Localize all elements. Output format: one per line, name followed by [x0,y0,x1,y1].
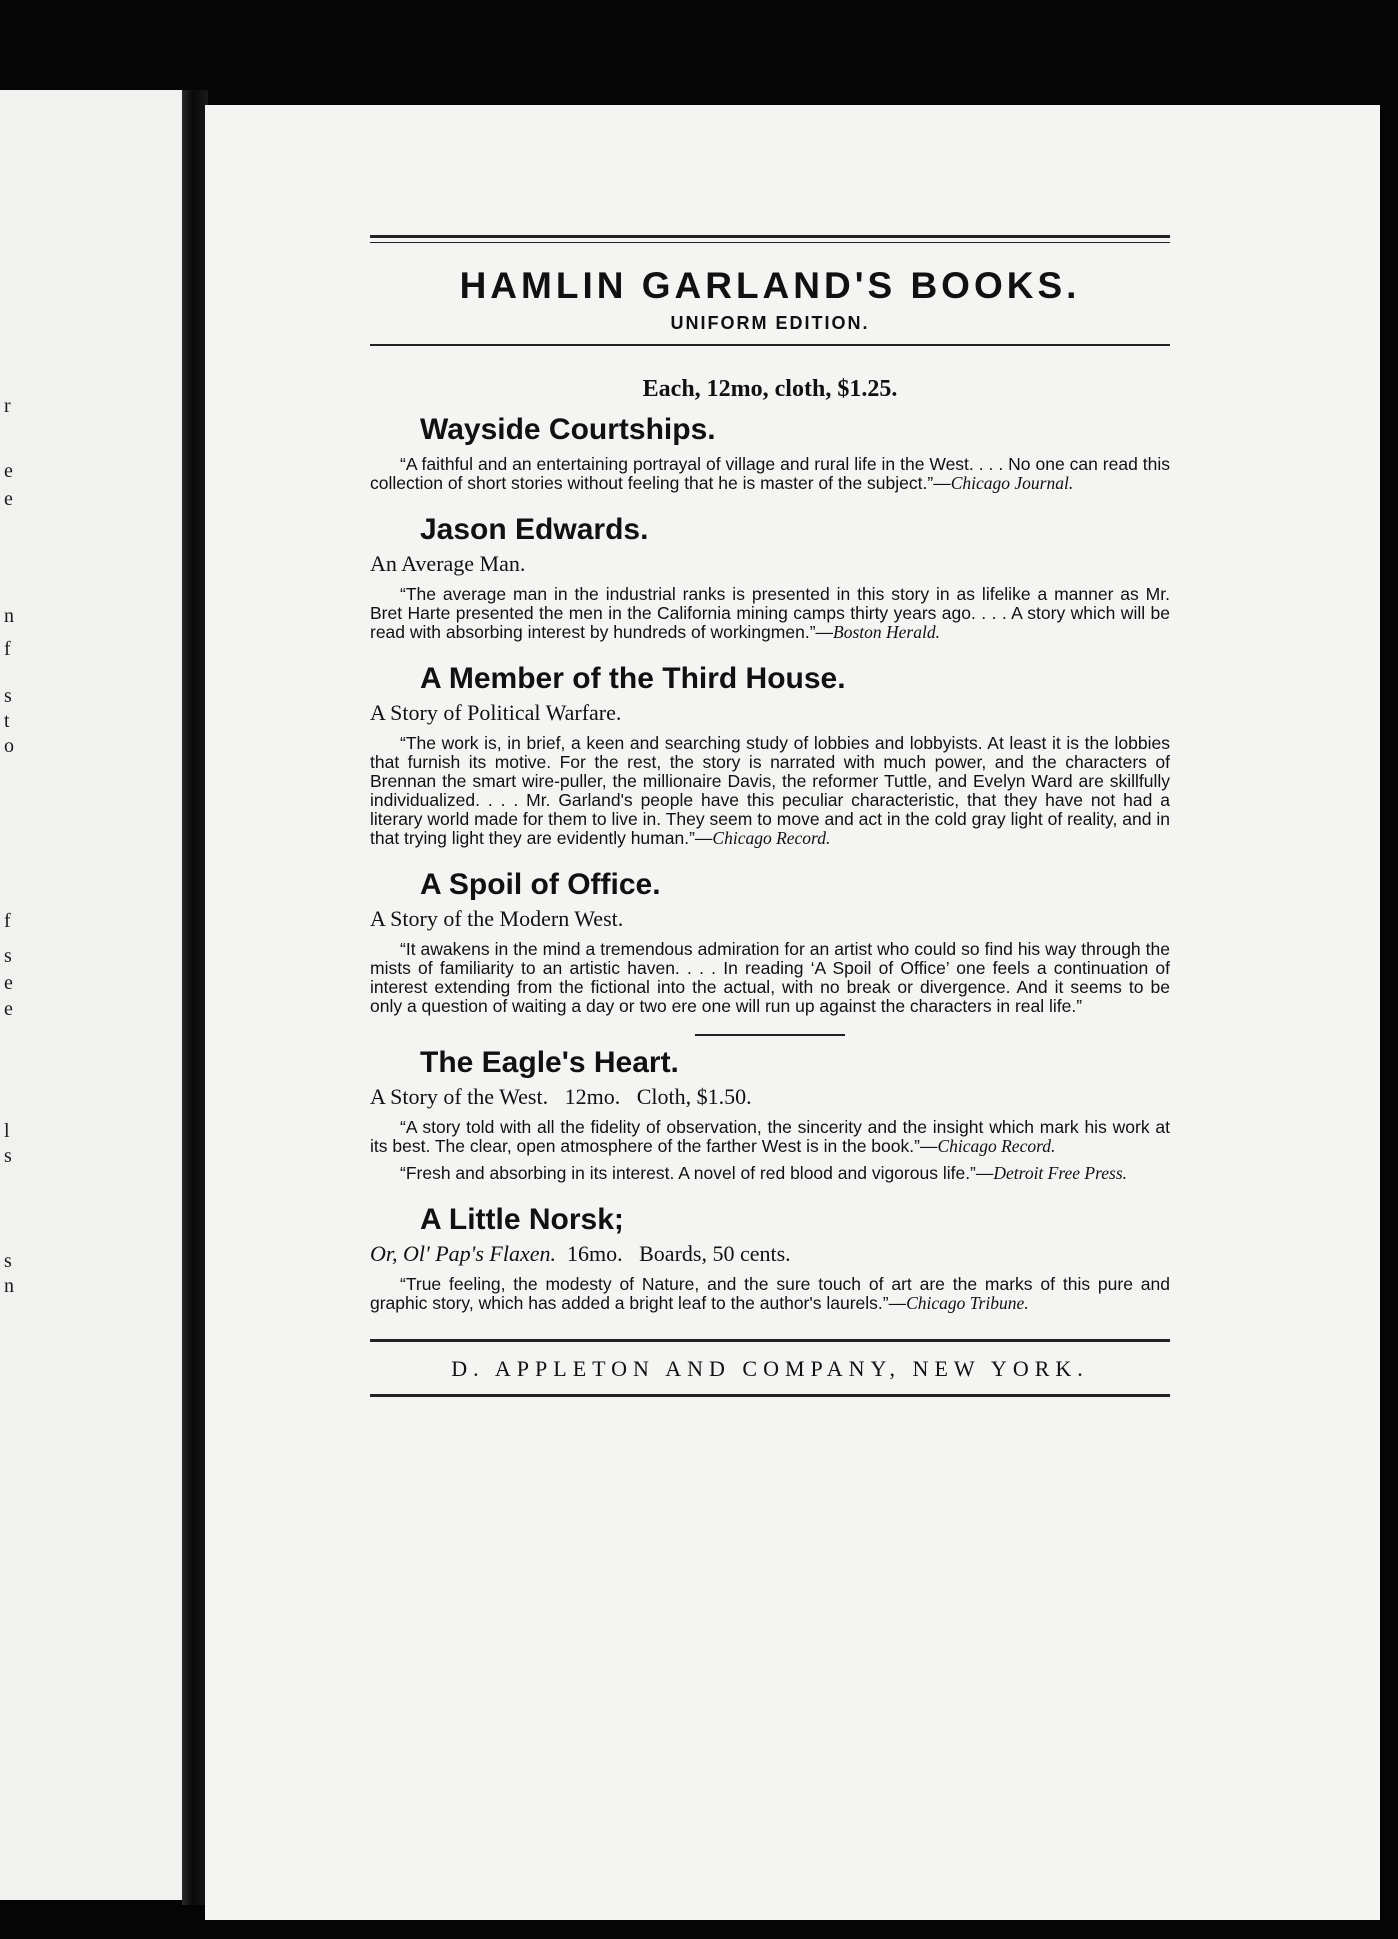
left-page-letter: l [4,1120,10,1142]
book-review: “True feeling, the modesty of Nature, and the sure touch of art are the marks of this pure and graphic story, which has added a bright leaf to the author's laurels.”—Chicago Tribune. [370,1274,1170,1313]
book-title: The Eagle's Heart. [420,1046,679,1079]
book-subtitle: A Story of the West. 12mo. Cloth, $1.50. [370,1084,752,1109]
book-review: “The average man in the industrial ranks is presented in this story in as lifelike a manner as Mr. Bret Harte presented the men in the California mining camps thirty years ago. . . . A story which will be read with absorbing interest by hundreds of workingmen.”—Boston Herald. [370,584,1170,642]
book-subtitle: Or, Ol' Pap's Flaxen. 16mo. Boards, 50 cents. [370,1241,791,1266]
section-divider [695,1034,845,1036]
book-title: A Little Norsk; [420,1203,624,1236]
left-page-letter: s [4,1145,12,1167]
book-review: “A faithful and an entertaining portrayal of village and rural life in the West. . . . No one can read this collection of short stories without feeling that he is master of the subject.”—Chicago Journal. [370,454,1170,493]
book-subtitle: An Average Man. [370,551,526,576]
advertisement-page [205,105,1380,1920]
book-subtitle: A Story of Political Warfare. [370,700,622,725]
left-page-letter: n [4,605,14,627]
left-page-letter: f [4,638,11,660]
page-title: HAMLIN GARLAND'S BOOKS. [459,265,1081,306]
left-page-letter: t [4,710,10,732]
book-entry [370,413,1170,493]
top-double-rule [370,235,1170,243]
book-entry [370,1203,1170,1313]
left-page-letter: s [4,945,12,967]
book-title: A Spoil of Office. [420,868,661,901]
footer-rule-top [370,1339,1170,1342]
left-page-letter: o [4,735,14,757]
price-line: Each, 12mo, cloth, $1.25. [642,376,898,402]
book-title: A Member of the Third House. [420,662,846,695]
left-page-letter: e [4,460,13,482]
book-review: “It awakens in the mind a tremendous admiration for an artist who could so find his way through the mists of familiarity to an artistic haven. . . . In reading ‘A Spoil of Office’ one feels a continuation of interest extending from the fictional into the actual, with no break or divergence. And it seems to be only a question of waiting a day or two ere one will run up against the characters in real life.” [370,939,1170,1016]
book-review: “A story told with all the fidelity of observation, the sincerity and the insight which mark his work at its best. The clear, open atmosphere of the farther West is in the book.”—Chicago Record. [370,1117,1170,1156]
footer-rule-bottom [370,1394,1170,1397]
book-subtitle: A Story of the Modern West. [370,906,624,931]
book-title: Wayside Courtships. [420,413,716,446]
left-page-letter: n [4,1275,14,1297]
left-page-text-fragments [4,90,24,1900]
left-page-letter: f [4,910,11,932]
left-page-letter: e [4,998,13,1020]
left-page-letter: s [4,685,12,707]
header-rule [370,344,1170,346]
page-content [370,235,1170,1397]
book-title: Jason Edwards. [420,513,649,546]
left-page-letter: s [4,1250,12,1272]
left-facing-page [0,90,190,1900]
book-review: “The work is, in brief, a keen and searching study of lobbies and lobbyists. At least it is the lobbies that furnish its motive. For the rest, the story is narrated with much power, and the characters of Brennan the smart wire-puller, the millionaire Davis, the reformer Tuttle, and Evelyn Ward are skillfully individualized. . . . Mr. Garland's people have this peculiar characteristic, that they have not had a literary world made for them to live in. They seem to move and act in the cold gray light of reality, and in that trying light they are evidently human.”—Chicago Record. [370,733,1170,848]
book-entry [370,513,1170,642]
left-page-letter: e [4,972,13,994]
left-page-letter: r [4,395,11,417]
publisher-imprint: D. APPLETON AND COMPANY, NEW YORK. [451,1356,1089,1381]
edition-label: UNIFORM EDITION. [670,313,870,333]
book-entry [370,662,1170,848]
book-entry [370,1046,1170,1183]
left-page-letter: e [4,488,13,510]
book-review: “Fresh and absorbing in its interest. A novel of red blood and vigorous life.”—Detroit Free Press. [400,1163,1128,1183]
book-entry [370,868,1170,1016]
